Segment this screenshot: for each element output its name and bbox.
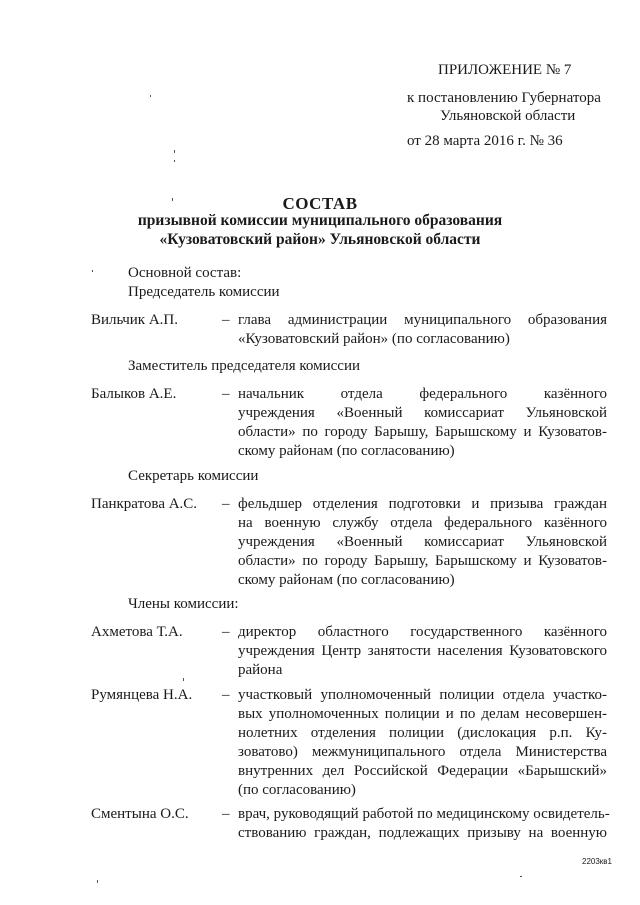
description-line: нолетних отделения полиции (дислокация р.п. Ку- <box>238 725 607 741</box>
description-line: на военную службу отдела федерального казённого <box>238 515 607 531</box>
scan-speck <box>97 880 98 883</box>
person-description <box>238 311 607 349</box>
description-line: (по согласованию) <box>238 782 356 798</box>
decree-reference: к постановлению Губернатора <box>407 90 601 106</box>
scan-speck <box>183 678 184 681</box>
scan-speck <box>174 160 175 162</box>
document-subtitle-line2: «Кузоватовский район» Ульяновской области <box>159 231 481 248</box>
section-deputy: Заместитель председателя комиссии <box>128 358 361 374</box>
description-line: глава администрации муниципального образования <box>238 312 607 328</box>
scan-speck <box>92 270 93 272</box>
section-chairman: Председатель комиссии <box>128 284 280 300</box>
person-name: Вильчик А.П. <box>91 312 178 328</box>
person-name: Панкратова А.С. <box>91 496 198 512</box>
dash-separator: – <box>222 806 230 822</box>
section-main-composition: Основной состав: <box>128 265 242 281</box>
appendix-number: ПРИЛОЖЕНИЕ № 7 <box>438 62 572 78</box>
description-line: области» по городу Барышу, Барышскому и Кузоватов- <box>238 424 607 440</box>
description-line: вых уполномоченных полиции и по делам несовершен- <box>238 706 607 722</box>
person-name: Ахметова Т.А. <box>91 624 183 640</box>
person-name: Балыков А.Е. <box>91 386 177 402</box>
document-title: СОСТАВ <box>282 194 358 213</box>
person-description <box>238 495 607 590</box>
decree-date: от 28 марта 2016 г. № 36 <box>407 133 563 149</box>
dash-separator: – <box>222 312 230 328</box>
document-code: 2203кв1 <box>582 857 612 866</box>
description-line: скому районам (по согласованию) <box>238 572 455 588</box>
person-description <box>238 623 607 680</box>
description-line: области» по городу Барышу, Барышскому и Кузоватов- <box>238 553 607 569</box>
dash-separator: – <box>222 687 230 703</box>
description-line: зоватово) межмуниципального отдела Министерства <box>238 744 607 760</box>
person-name: Сментына О.С. <box>91 806 189 822</box>
dash-separator: – <box>222 496 230 512</box>
dash-separator: – <box>222 624 230 640</box>
scan-speck <box>172 198 173 201</box>
section-secretary: Секретарь комиссии <box>128 468 259 484</box>
description-line: начальник отдела федерального казённого <box>238 386 607 402</box>
scan-speck <box>174 150 175 153</box>
description-line: учреждения «Военный комиссариат Ульяновской <box>238 534 607 550</box>
description-line: скому районам (по согласованию) <box>238 443 455 459</box>
description-line: фельдшер отделения подготовки и призыва граждан <box>238 496 607 512</box>
document-subtitle-line1: призывной комиссии муниципального образования <box>137 212 503 229</box>
scan-speck <box>150 95 151 97</box>
region-name: Ульяновской области <box>440 108 576 124</box>
description-line: участковый уполномоченный полиции отдела участко- <box>238 687 607 703</box>
scan-speck <box>520 876 522 877</box>
description-line: учреждения «Военный комиссариат Ульяновской <box>238 405 607 421</box>
description-line: внутренних дел Российской Федерации «Барышский» <box>238 763 607 779</box>
description-line: «Кузоватовский район» (по согласованию) <box>238 331 510 347</box>
description-line: района <box>238 662 283 678</box>
section-members: Члены комиссии: <box>128 596 239 612</box>
person-description <box>238 385 607 461</box>
description-line: ствованию граждан, подлежащих призыву на военную <box>238 825 607 841</box>
person-description <box>238 805 610 843</box>
person-name: Румянцева Н.А. <box>91 687 193 703</box>
description-line: директор областного государственного казённого <box>238 624 607 640</box>
dash-separator: – <box>222 386 230 402</box>
person-description <box>238 686 607 800</box>
description-line: учреждения Центр занятости населения Кузоватовского <box>238 643 607 659</box>
description-line: врач, руководящий работой по медицинскому освидетель- <box>238 806 610 822</box>
